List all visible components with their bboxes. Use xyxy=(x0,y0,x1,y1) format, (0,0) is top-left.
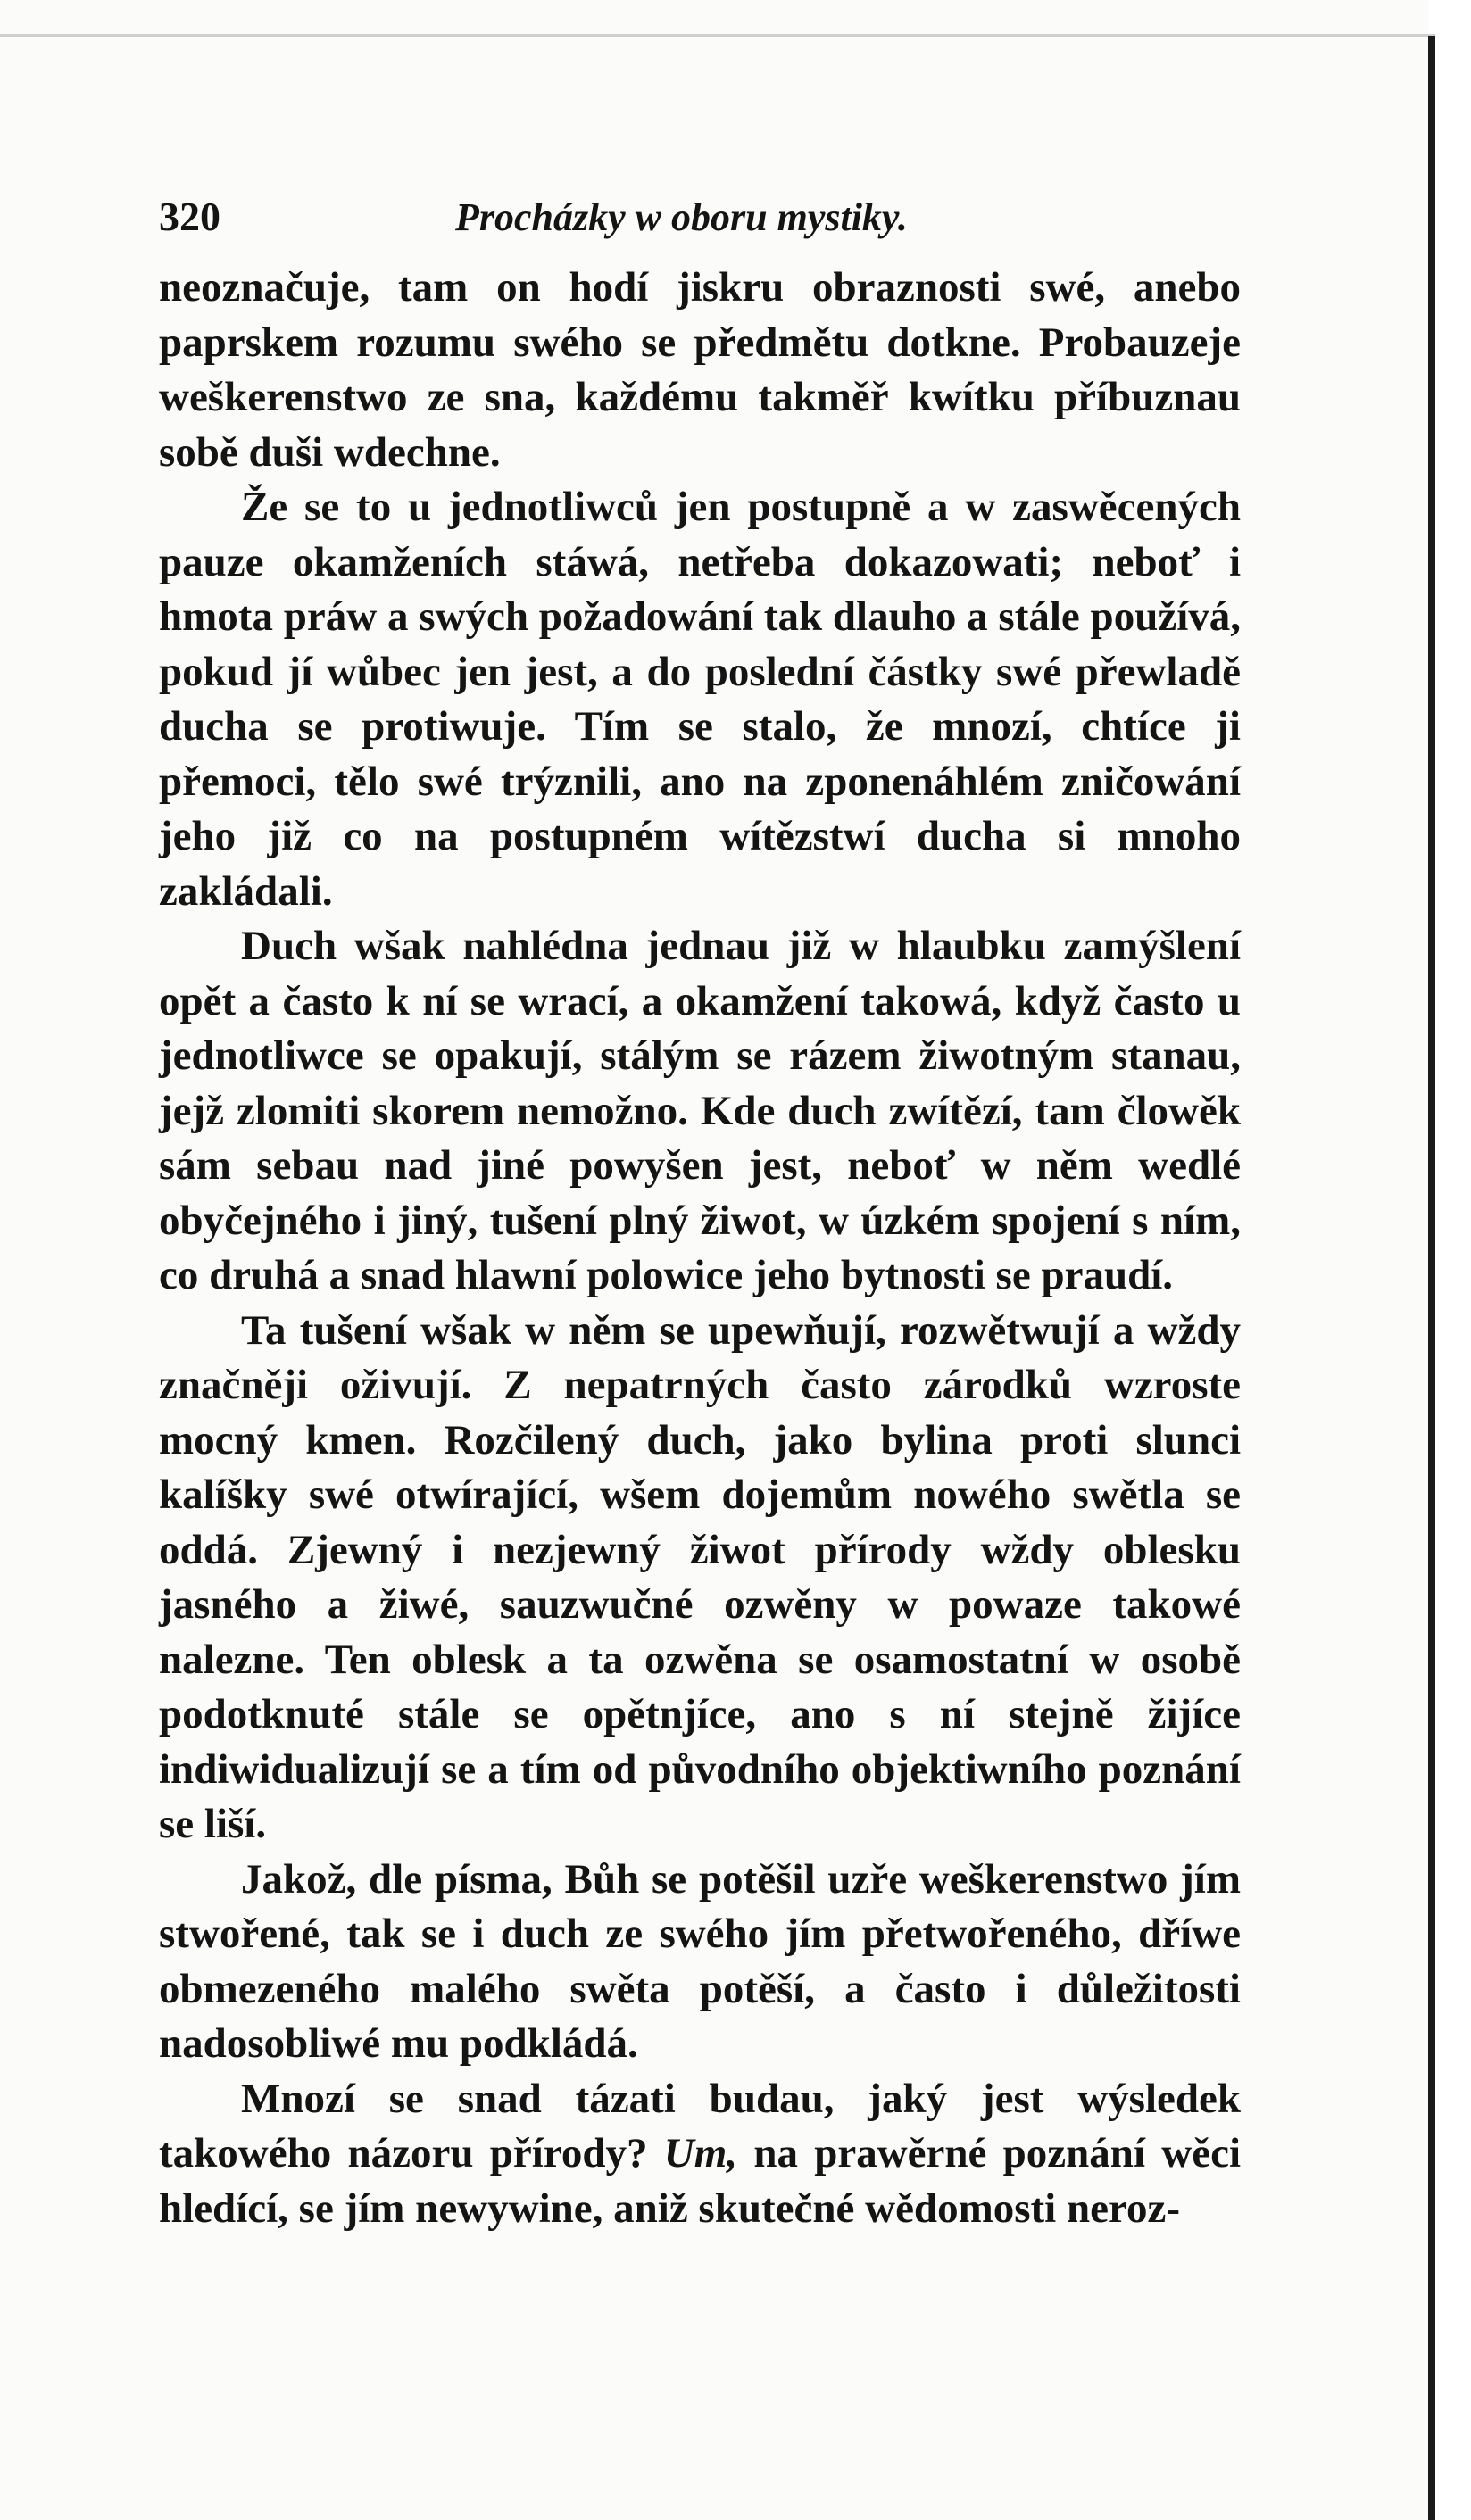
page-number: 320 xyxy=(159,194,220,239)
page-right-edge xyxy=(1428,36,1435,2520)
paragraph-5: Jakož, dle písma, Bůh se potěšil uzře weškerenstwo jím stwořené, tak se i duch ze swého jím přetwořeného, dříwe obmezeného malého swěta potěší, a často i důležitosti nadosobliwé mu podkládá. xyxy=(159,1855,1241,2067)
paragraph-6-emphasis: Um, xyxy=(663,2130,738,2176)
paragraph-6 xyxy=(159,2072,1241,2237)
paragraph-3: Duch wšak nahlédna jednau již w hlaubku zamýšlení opět a často k ní se wrací, a okamžení takowá, když často u jednotliwce se opakují, stálým se rázem žiwotným stanau, jejž zlomiti skorem nemožno. Kde duch zwítězí, tam člowěk sám sebau nad jiné powyšen jest, neboť w něm wedlé obyčejného i jiný, tušení plný žiwot, w úzkém spojení s ním, co druhá a snad hlawní polowice jeho bytnosti se praudí. xyxy=(159,923,1241,1298)
page-top-edge xyxy=(0,34,1435,37)
page-header xyxy=(159,186,1241,248)
running-title: Procházky w oboru mystiky. xyxy=(455,195,908,239)
paragraph-1: neoznačuje, tam on hodí jiskru obraznosti swé, anebo paprskem rozumu swého se předmětu dotkne. Probauzeje weškerenstwo ze sna, každému takměř kwítku příbuznau sobě duši wdechne. xyxy=(159,264,1241,476)
paragraph-2: Že se to u jednotliwců jen postupně a w zaswěcených pauze okamženích stáwá, netřeba dokazowati; neboť i hmota práw a swých požadowání tak dlauho a stále používá, pokud jí wůbec jen jest, a do poslední částky swé přewladě ducha se protiwuje. Tím se stalo, že mnozí, chtíce ji přemoci, tělo swé trýznili, ano na zponenáhlém zničowání jeho již co na postupném wítězstwí ducha si mnoho zakládali. xyxy=(159,484,1241,915)
paragraph-6-before: Mnozí se snad tázati budau, jaký jest wýsledek takowého názoru přírody? xyxy=(159,2075,1241,2176)
paragraph-6-after: na prawěrné poznání wěci hledící, se jím newywine, aniž skutečné wědomosti neroz- xyxy=(159,2130,1241,2232)
paragraph-4: Ta tušení wšak w něm se upewňují, rozwětwují a wždy značněji oživují. Z nepatrných často zárodků wzroste mocný kmen. Rozčilený duch, jako bylina proti slunci kalíšky swé otwírající, wšem dojemům nowého swětla se oddá. Zjewný i nezjewný žiwot přírody wždy oblesku jasného a žiwé, sauzwučné ozwěny w powaze takowé nalezne. Ten oblesk a ta ozwěna se osamostatní w osobě podotknuté stále se opětnjíce, ano s ní stejně žijíce indiwidualizují se a tím od původního objektiwního poznání se liší. xyxy=(159,1306,1241,1847)
body-text xyxy=(159,261,1241,2236)
